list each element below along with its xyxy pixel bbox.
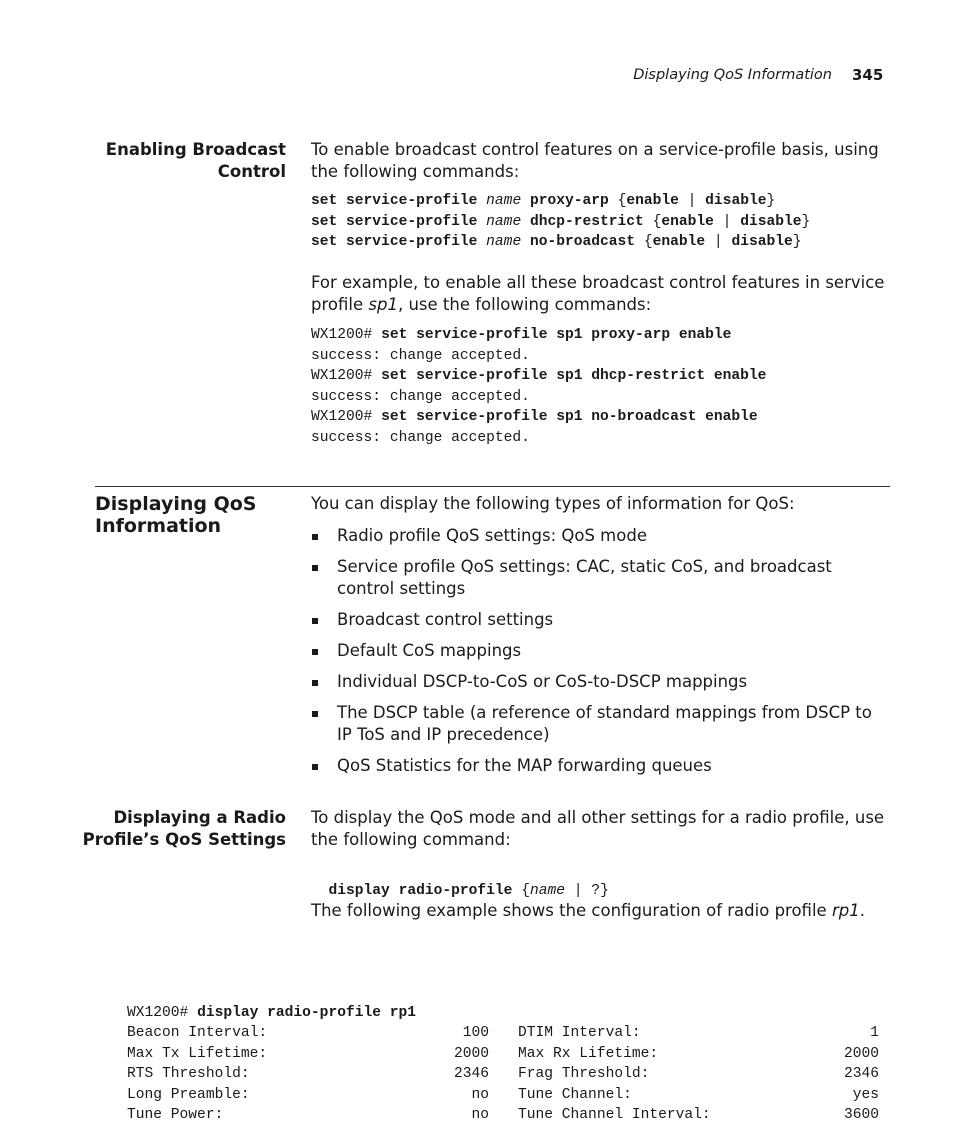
list-item-text: Individual DSCP-to-CoS or CoS-to-DSCP mappings (337, 672, 748, 691)
syntax-line (311, 191, 810, 212)
cli-prompt: WX1200# (127, 1004, 189, 1021)
radio-example-intro (311, 900, 891, 922)
heading-line: Profile’s QoS Settings (82, 830, 286, 849)
field-value: 2000 (843, 1045, 879, 1062)
syntax-command: set service-profile (311, 234, 478, 250)
list-item (311, 702, 891, 746)
text: The following example shows the configuration of radio profile (311, 901, 832, 920)
field-label: Tune Channel Interval: (518, 1107, 711, 1123)
syntax-arg: name (486, 234, 522, 250)
syntax-command: set service-profile (311, 193, 478, 209)
cli-prompt: WX1200# (311, 368, 373, 384)
list-item (311, 609, 891, 631)
list-item (311, 755, 891, 777)
output-command-line (127, 982, 879, 1021)
radio-syntax-line (311, 860, 609, 901)
qos-information-heading (95, 493, 295, 537)
broadcast-control-heading (60, 139, 286, 183)
field-label: RTS Threshold: (127, 1066, 250, 1082)
syntax-arg: name (486, 193, 522, 209)
radio-profile-output (127, 941, 879, 1126)
field-label: Max Rx Lifetime: (518, 1045, 659, 1062)
field-value: 2000 (453, 1045, 489, 1062)
syntax-option: disable (705, 193, 767, 209)
bullet-icon (312, 618, 318, 624)
field-label: Long Preamble: (127, 1086, 250, 1103)
syntax-separator: | (722, 213, 732, 230)
page-number: 345 (852, 66, 884, 84)
syntax-brace: } (766, 193, 776, 209)
field-label: DTIM Interval: (518, 1025, 641, 1041)
example-command-line (311, 366, 766, 387)
list-item (311, 671, 891, 693)
cli-prompt: WX1200# (311, 327, 373, 343)
output-row (127, 1085, 879, 1106)
syntax-brace: { (521, 882, 530, 899)
cli-command: set service-profile sp1 dhcp-restrict enable (381, 368, 767, 384)
output-row (127, 1064, 879, 1085)
broadcast-syntax-block (311, 191, 810, 253)
syntax-option: disable (740, 213, 802, 230)
section-divider (95, 486, 890, 487)
syntax-arg: name (486, 213, 522, 230)
syntax-option: disable (731, 234, 793, 250)
syntax-option: ? (591, 882, 601, 899)
example-command-line (311, 325, 766, 346)
field-value: no (471, 1086, 489, 1103)
qos-info-bullet-list (311, 525, 891, 786)
output-row (127, 1023, 879, 1044)
heading-line: Control (217, 162, 286, 181)
syntax-separator: | (687, 193, 697, 209)
text: . (859, 901, 865, 920)
bullet-icon (312, 565, 318, 571)
radio-profile-heading (60, 807, 286, 851)
broadcast-example-intro (311, 272, 891, 316)
list-item (311, 556, 891, 600)
list-item (311, 640, 891, 662)
radio-profile-intro: To display the QoS mode and all other settings for a radio profile, use the following command: (311, 808, 885, 849)
cli-command: display radio-profile rp1 (197, 1004, 417, 1021)
bullet-icon (312, 534, 318, 540)
field-label: Tune Channel: (518, 1086, 632, 1103)
list-item-text: The DSCP table (a reference of standard mappings from DSCP to IP ToS and IP precedence) (337, 703, 872, 744)
list-item (311, 525, 891, 547)
syntax-separator: | (713, 234, 723, 250)
syntax-brace: } (600, 882, 609, 899)
heading-line: Enabling Broadcast (105, 140, 286, 159)
list-item-text: QoS Statistics for the MAP forwarding queues (337, 756, 712, 775)
field-value: 3600 (843, 1107, 879, 1123)
list-item-text: Service profile QoS settings: CAC, static CoS, and broadcast control settings (337, 557, 832, 598)
field-value: no (471, 1107, 489, 1123)
syntax-separator: | (573, 882, 583, 899)
syntax-option: enable (652, 234, 706, 250)
output-row (127, 1105, 879, 1126)
field-value: 2346 (453, 1066, 489, 1082)
field-value: yes (852, 1086, 879, 1103)
bullet-icon (312, 649, 318, 655)
field-label: Beacon Interval: (127, 1025, 268, 1041)
example-command-line (311, 407, 766, 428)
syntax-line (311, 232, 810, 253)
syntax-command: display radio-profile (328, 882, 513, 899)
cli-response: success: change accepted. (311, 347, 530, 364)
profile-name: rp1 (831, 901, 860, 920)
syntax-brace: } (792, 234, 802, 250)
text: For example, to enable all these broadcast control features in service profile (311, 273, 885, 314)
syntax-option: enable (626, 193, 679, 209)
syntax-brace: { (617, 193, 627, 209)
syntax-command: set service-profile (311, 213, 478, 230)
cli-response: success: change accepted. (311, 388, 530, 405)
syntax-keyword: no-broadcast (529, 234, 636, 250)
field-label: Max Tx Lifetime: (127, 1045, 268, 1062)
field-value: 2346 (843, 1066, 879, 1082)
syntax-keyword: dhcp-restrict (529, 213, 644, 230)
broadcast-intro-paragraph: To enable broadcast control features on a service-profile basis, using the following commands: (311, 140, 879, 181)
field-label: Tune Power: (127, 1107, 224, 1123)
profile-name: sp1 (368, 295, 398, 314)
field-label: Frag Threshold: (518, 1066, 650, 1082)
syntax-option: enable (661, 213, 714, 230)
syntax-brace: { (652, 213, 662, 230)
running-header-title: Displaying QoS Information (633, 67, 832, 83)
list-item-text: Default CoS mappings (337, 641, 522, 660)
cli-response: success: change accepted. (311, 429, 530, 446)
bullet-icon (312, 711, 318, 717)
output-row (127, 1044, 879, 1065)
text: , use the following commands: (397, 295, 652, 314)
list-item-text: Broadcast control settings (337, 610, 554, 629)
broadcast-example-block (311, 325, 766, 448)
syntax-brace: } (801, 213, 811, 230)
heading-line: Displaying a Radio (113, 808, 286, 827)
bullet-icon (312, 764, 318, 770)
syntax-line (311, 212, 810, 233)
syntax-keyword: proxy-arp (529, 193, 609, 209)
field-value: 100 (462, 1025, 489, 1041)
bullet-icon (312, 680, 318, 686)
cli-command: set service-profile sp1 proxy-arp enable (381, 327, 732, 343)
field-value: 1 (870, 1025, 879, 1041)
heading-line: Displaying QoS (95, 493, 257, 515)
heading-line: Information (95, 515, 222, 537)
cli-command: set service-profile sp1 no-broadcast enable (381, 409, 758, 425)
cli-prompt: WX1200# (311, 409, 373, 425)
list-item-text: Radio profile QoS settings: QoS mode (337, 526, 647, 545)
qos-info-intro: You can display the following types of information for QoS: (311, 494, 795, 513)
syntax-brace: { (643, 234, 653, 250)
syntax-arg: name (529, 882, 565, 899)
